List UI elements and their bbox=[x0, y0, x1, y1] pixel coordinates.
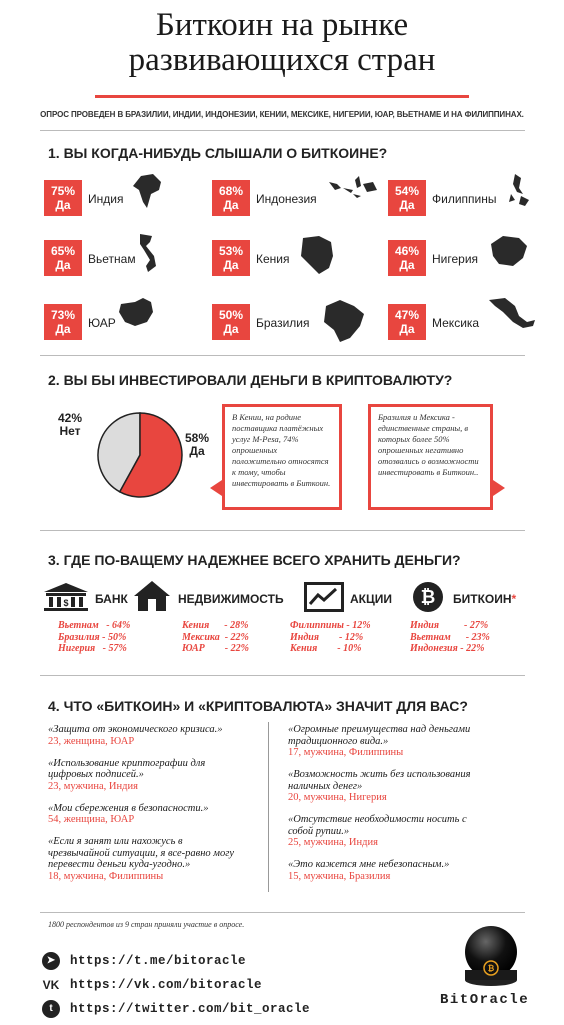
country-name: ЮАР bbox=[88, 316, 116, 330]
quotes-left-column bbox=[48, 724, 273, 883]
nigeria-map-icon bbox=[489, 234, 539, 278]
awareness-badge bbox=[44, 304, 82, 340]
awareness-badge bbox=[44, 180, 82, 216]
brazil-mexico-callout: Бразилия и Мексика - единственные страны, в которых более 50% опрошенных негативно отозвались о возможности инвестировать в Биткоин.. bbox=[368, 404, 493, 510]
title-underline bbox=[95, 95, 469, 98]
quote-text: «Огромные преимущества над деньгами традиционного вида.» bbox=[288, 724, 471, 747]
quote-author: 25, мужчина, Индия bbox=[288, 837, 378, 848]
question-2-title: 2. ВЫ БЫ ИНВЕСТИРОВАЛИ ДЕНЬГИ В КРИПТОВАЛЮТУ? bbox=[48, 372, 453, 388]
brand-name: BitOracle bbox=[440, 992, 530, 1008]
bitcoin-label-text: БИТКОИН bbox=[453, 592, 512, 606]
divider bbox=[40, 912, 525, 913]
divider bbox=[40, 355, 525, 356]
callout-pointer bbox=[493, 480, 505, 496]
quote-author: 54, женщина, ЮАР bbox=[48, 814, 135, 825]
stock-chart-icon bbox=[304, 582, 344, 612]
svg-text:₿: ₿ bbox=[487, 964, 495, 973]
awareness-pct: 68% bbox=[218, 184, 244, 198]
quote-author: 15, мужчина, Бразилия bbox=[288, 870, 391, 882]
awareness-yes: Да bbox=[223, 198, 239, 212]
south-africa-map-icon bbox=[117, 298, 167, 342]
mexico-map-icon bbox=[489, 298, 539, 342]
awareness-badge bbox=[44, 240, 82, 276]
pie-label-yes bbox=[185, 432, 209, 458]
kenya-map-icon bbox=[299, 234, 349, 278]
quote-item bbox=[48, 836, 273, 883]
stocks-stats: Филиппины - 12% Индия - 12% Кения - 10% bbox=[290, 620, 371, 654]
quote-item bbox=[48, 724, 273, 748]
title-line-2: развивающихся стран bbox=[128, 42, 436, 78]
bank-label: БАНК bbox=[95, 592, 128, 606]
quote-text: «Мои сбережения в безопасности.» bbox=[48, 802, 209, 814]
invest-pie-chart bbox=[95, 410, 185, 500]
yes-label: Да bbox=[189, 444, 205, 458]
awareness-badge bbox=[212, 180, 250, 216]
awareness-pct: 73% bbox=[50, 308, 76, 322]
bitcoin-icon: ₿ bbox=[413, 582, 443, 612]
twitter-link[interactable] bbox=[42, 996, 310, 1022]
kenya-callout: В Кении, на родине поставщика платёжных услуг M-Pesa, 74% опрошенных положительно относятся к тому, чтобы инвестировать в Биткоин. bbox=[222, 404, 342, 510]
telegram-url[interactable]: https://t.me/bitoracle bbox=[70, 954, 247, 968]
page-title bbox=[0, 8, 564, 78]
awareness-yes: Да bbox=[223, 258, 239, 272]
country-name: Кения bbox=[256, 252, 290, 266]
awareness-yes: Да bbox=[223, 322, 239, 336]
brazil-map-icon bbox=[320, 298, 370, 342]
vietnam-map-icon bbox=[136, 234, 186, 278]
country-name: Мексика bbox=[432, 316, 480, 330]
question-4-title: 4. ЧТО «БИТКОИН» И «КРИПТОВАЛЮТА» ЗНАЧИТ ДЛЯ ВАС? bbox=[48, 698, 468, 714]
divider bbox=[40, 675, 525, 676]
quote-item bbox=[48, 803, 273, 827]
bitoracle-logo-icon bbox=[459, 922, 523, 988]
quotes-right-column bbox=[288, 724, 508, 883]
quote-item bbox=[288, 859, 508, 883]
twitter-icon: t bbox=[42, 1000, 60, 1018]
quote-text: «Возможность жить без использования наличных денег» bbox=[288, 769, 471, 792]
vk-url[interactable]: https://vk.com/bitoracle bbox=[70, 978, 263, 992]
question-1-title: 1. ВЫ КОГДА-НИБУДЬ СЛЫШАЛИ О БИТКОИНЕ? bbox=[48, 145, 388, 161]
awareness-pct: 53% bbox=[218, 244, 244, 258]
divider bbox=[40, 530, 525, 531]
country-name: Филиппины bbox=[432, 192, 497, 206]
awareness-pct: 50% bbox=[218, 308, 244, 322]
awareness-yes: Да bbox=[399, 258, 415, 272]
quote-text: «Защита от экономического кризиса.» bbox=[48, 724, 223, 735]
awareness-pct: 47% bbox=[394, 308, 420, 322]
awareness-pct: 46% bbox=[394, 244, 420, 258]
social-links bbox=[42, 948, 310, 1022]
yes-pct: 58% bbox=[185, 431, 210, 445]
awareness-badge bbox=[212, 304, 250, 340]
divider bbox=[40, 130, 525, 131]
quote-item bbox=[288, 769, 508, 804]
awareness-pct: 65% bbox=[50, 244, 76, 258]
quote-text: «Это кажется мне небезопасным.» bbox=[288, 859, 450, 870]
quote-text: «Использование криптографии для цифровых подписей.» bbox=[48, 757, 206, 780]
vk-icon: VK bbox=[42, 978, 60, 992]
quote-item bbox=[288, 814, 508, 849]
title-line-1: Биткоин на рынке bbox=[155, 7, 409, 43]
awareness-badge bbox=[388, 180, 426, 216]
vk-link[interactable] bbox=[42, 974, 310, 996]
survey-countries-note: ОПРОС ПРОВЕДЕН В БРАЗИЛИИ, ИНДИИ, ИНДОНЕЗИИ, КЕНИИ, МЕКСИКЕ, НИГЕРИИ, ЮАР, ВЬЕТНАМЕ И НА ФИЛИППИНАХ. bbox=[40, 110, 524, 119]
awareness-yes: Да bbox=[55, 258, 71, 272]
quote-author: 17, мужчина, Филиппины bbox=[288, 747, 404, 758]
column-divider bbox=[268, 722, 269, 892]
real-estate-stats: Кения - 28% Мексика - 22% ЮАР - 22% bbox=[182, 620, 249, 654]
awareness-yes: Да bbox=[55, 322, 71, 336]
quote-item bbox=[48, 758, 273, 793]
indonesia-map-icon bbox=[327, 174, 377, 218]
awareness-badge bbox=[388, 304, 426, 340]
telegram-link[interactable] bbox=[42, 948, 310, 974]
quote-author: 23, женщина, ЮАР bbox=[48, 735, 135, 747]
bank-icon bbox=[42, 582, 90, 612]
quote-text: «Если я занят или нахожусь в чрезвычайной ситуации, я все-равно могу перевести деньги куда-угодно.» bbox=[48, 836, 234, 870]
awareness-pct: 75% bbox=[50, 184, 76, 198]
bitcoin-stats: Индия - 27% Вьетнам - 23% Индонезия - 22% bbox=[410, 620, 490, 654]
asterisk: * bbox=[511, 592, 517, 606]
question-3-title: 3. ГДЕ ПО-ВАЩЕМУ НАДЕЖНЕЕ ВСЕГО ХРАНИТЬ ДЕНЬГИ? bbox=[48, 552, 461, 568]
bitcoin-label bbox=[453, 592, 516, 606]
real-estate-label: НЕДВИЖИМОСТЬ bbox=[178, 592, 284, 606]
country-name: Вьетнам bbox=[88, 252, 136, 266]
stocks-label: АКЦИИ bbox=[350, 592, 393, 606]
country-name: Индия bbox=[88, 192, 124, 206]
quote-author: 20, мужчина, Нигерия bbox=[288, 792, 387, 803]
country-name: Нигерия bbox=[432, 252, 479, 266]
awareness-pct: 54% bbox=[394, 184, 420, 198]
pie-label-no bbox=[58, 412, 82, 438]
quote-text: «Отсутствие необходимости носить с собой рупии.» bbox=[288, 814, 467, 837]
telegram-icon: ➤ bbox=[42, 952, 60, 970]
country-name: Бразилия bbox=[256, 316, 310, 330]
callout-pointer bbox=[210, 480, 222, 496]
bank-stats: Вьетнам - 64% Бразилия - 50% Нигерия - 57% bbox=[58, 620, 131, 654]
no-pct: 42% bbox=[58, 411, 83, 425]
twitter-url[interactable]: https://twitter.com/bit_oracle bbox=[70, 1002, 311, 1016]
quote-author: 18, мужчина, Филиппины bbox=[48, 870, 164, 882]
india-map-icon bbox=[131, 174, 181, 218]
awareness-yes: Да bbox=[399, 198, 415, 212]
philippines-map-icon bbox=[503, 174, 553, 218]
footnote: 1800 респондентов из 9 стран приняли участие в опросе. bbox=[48, 920, 245, 929]
house-icon bbox=[132, 580, 172, 612]
quote-item bbox=[288, 724, 508, 759]
awareness-yes: Да bbox=[55, 198, 71, 212]
awareness-yes: Да bbox=[399, 322, 415, 336]
awareness-badge bbox=[388, 240, 426, 276]
awareness-badge bbox=[212, 240, 250, 276]
country-name: Индонезия bbox=[256, 192, 317, 206]
no-label: Нет bbox=[59, 424, 81, 438]
svg-text:$: $ bbox=[63, 598, 69, 608]
quote-author: 23, мужчина, Индия bbox=[48, 780, 138, 792]
